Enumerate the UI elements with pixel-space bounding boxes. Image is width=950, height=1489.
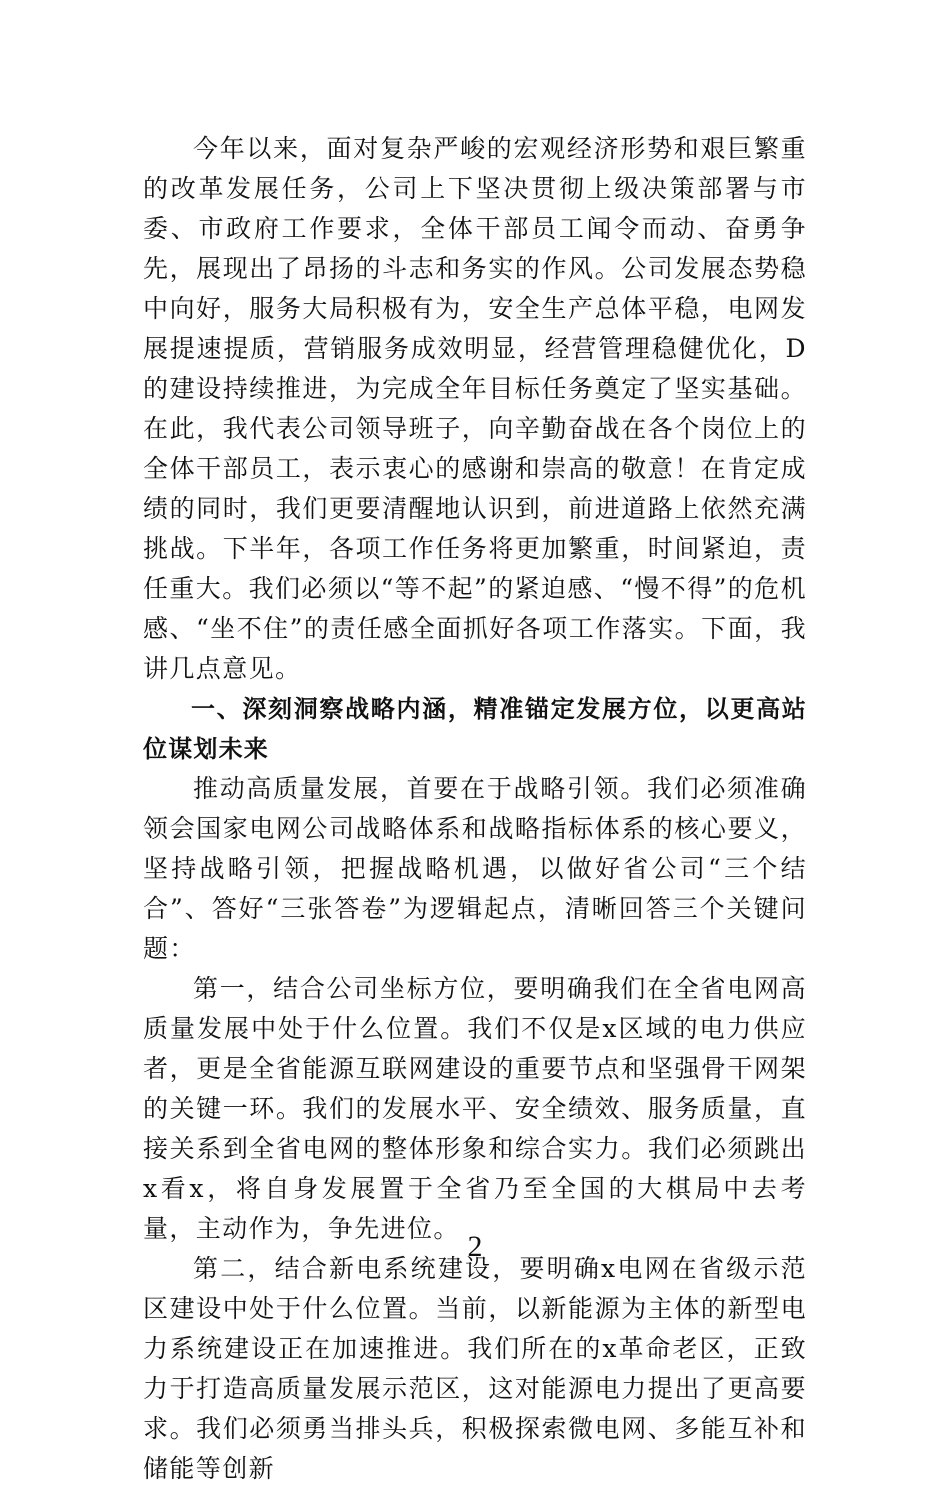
- point-2-paragraph: 第二，结合新电系统建设，要明确x电网在省级示范区建设中处于什么位置。当前，以新能源为主体的新型电力系统建设正在加速推进。我们所在的x革命老区，正致力于打造高质量发展示范区，这对能源电力提出了更高要求。我们必须勇当排头兵，积极探索微电网、多能互补和储能等创新: [143, 1254, 807, 1483]
- page-number: 2: [467, 1230, 483, 1263]
- intro-paragraph: 今年以来，面对复杂严峻的宏观经济形势和艰巨繁重的改革发展任务，公司上下坚决贯彻上级决策部署与市委、市政府工作要求，全体干部员工闻令而动、奋勇争先，展现出了昂扬的斗志和务实的作风。公司发展态势稳中向好，服务大局积极有为，安全生产总体平稳，电网发展提速提质，营销服务成效明显，经营管理稳健优化，D的建设持续推进，为完成全年目标任务奠定了坚实基础。在此，我代表公司领导班子，向辛勤奋战在各个岗位上的全体干部员工，表示衷心的感谢和崇高的敬意！在肯定成绩的同时，我们更要清醒地认识到，前进道路上依然充满挑战。下半年，各项工作任务将更加繁重，时间紧迫，责任重大。我们必须以“等不起”的紧迫感、“慢不得”的危机感、“坐不住”的责任感全面抓好各项工作落实。下面，我讲几点意见。: [143, 134, 807, 683]
- point-1-paragraph: 第一，结合公司坐标方位，要明确我们在全省电网高质量发展中处于什么位置。我们不仅是x区域的电力供应者，更是全省能源互联网建设的重要节点和坚强骨干网架的关键一环。我们的发展水平、安全绩效、服务质量，直接关系到全省电网的整体形象和综合实力。我们必须跳出x看x，将自身发展置于全省乃至全国的大棋局中去考量，主动作为，争先进位。: [143, 974, 807, 1243]
- strategy-paragraph: 推动高质量发展，首要在于战略引领。我们必须准确领会国家电网公司战略体系和战略指标体系的核心要义，坚持战略引领，把握战略机遇，以做好省公司“三个结合”、答好“三张答卷”为逻辑起点，清晰回答三个关键问题：: [143, 774, 807, 963]
- section-heading-1: 一、深刻洞察战略内涵，精准锚定发展方位，以更高站位谋划未来: [143, 695, 807, 763]
- document-body: [143, 129, 807, 1489]
